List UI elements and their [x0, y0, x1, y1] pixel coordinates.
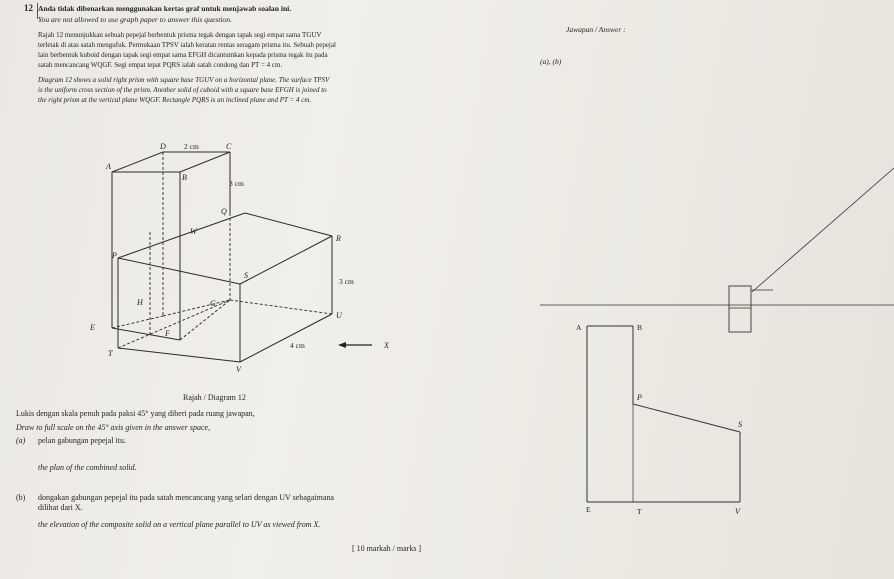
- label-c: C: [226, 142, 232, 151]
- label-p: P: [112, 251, 117, 260]
- marks-label: [ 10 markah / marks ]: [352, 544, 422, 553]
- part-a-malay: pelan gabungan pepejal itu.: [38, 436, 126, 445]
- hidden-edge-g-u: [230, 300, 332, 314]
- answer-parts: (a), (b): [540, 57, 562, 66]
- prism-edge-s-r: [240, 236, 332, 284]
- answer-45-degree-axis: [752, 168, 894, 292]
- hidden-edge-f-g: [180, 300, 230, 340]
- label-e: E: [90, 323, 95, 332]
- part-b-malay-1: dongakan gabungan pepejal itu pada satah mencancang yang selari dengan UV sebagaimana: [38, 493, 334, 502]
- answer-plan-box: [729, 286, 751, 332]
- malay-line-1: Rajah 12 menunjukkan sebuah pepejal berbentuk prisma tegak dengan tapak segi empat sama TGUV: [38, 31, 322, 39]
- english-line-2: is the uniform cross section of the prism. Another solid of cuboid with a square base EFGH is joined to: [38, 86, 327, 94]
- answer-line-p-s: [633, 404, 740, 432]
- prism-edge-p-s: [118, 258, 240, 284]
- view-arrow-head: [338, 342, 346, 348]
- dim-top: 2 cm: [184, 142, 199, 151]
- answer-label-b: B: [637, 323, 643, 332]
- label-g: G: [210, 299, 216, 308]
- intro-malay: Anda tidak dibenarkan menggunakan kertas graf untuk menjawab soalan ini.: [38, 4, 292, 13]
- prism-edge-q-r: [245, 213, 332, 236]
- part-a-english: the plan of the combined solid.: [38, 463, 137, 472]
- instruction-english: Draw to full scale on the 45° axis given in the answer space,: [16, 423, 211, 432]
- diagram-caption: Rajah / Diagram 12: [183, 393, 246, 402]
- label-v: V: [236, 365, 241, 374]
- label-a: A: [106, 162, 111, 171]
- malay-line-2: terletak di atas satah mengufuk. Permukaan TPSV ialah keratan rentas seragam prisma itu. Sebuah pepejal: [38, 41, 336, 49]
- label-s: S: [244, 271, 248, 280]
- malay-line-3: lain berbentuk kuboid dengan tapak segi empat sama EFGH dicantumkan kepada prisma tegak itu pada: [38, 51, 328, 59]
- part-a-label: (a): [16, 436, 26, 445]
- label-w: W: [190, 227, 197, 236]
- part-b-english: the elevation of the composite solid on a vertical plane parallel to UV as viewed from X.: [38, 520, 321, 529]
- cuboid-top-face: [112, 152, 230, 172]
- malay-line-4: satah mencancang WQGF. Segi empat tepat PQRS ialah satah condong dan PT = 4 cm.: [38, 61, 283, 69]
- instruction-malay: Lukis dengan skala penuh pada paksi 45° yang diberi pada ruang jawapan,: [16, 409, 255, 418]
- answer-label-a: A: [576, 323, 582, 332]
- label-b: B: [182, 173, 187, 182]
- answer-label-p: P: [637, 393, 642, 402]
- hidden-edge-e-h: [112, 316, 163, 328]
- label-t: T: [108, 349, 113, 358]
- label-u: U: [336, 311, 342, 320]
- label-h: H: [137, 298, 143, 307]
- answer-label-s: S: [738, 420, 742, 429]
- label-f: F: [165, 329, 170, 338]
- prism-edge-v-u: [240, 314, 332, 362]
- intro-english: You are not allowed to use graph paper to answer this question.: [38, 15, 232, 24]
- answer-label-t: T: [637, 507, 642, 516]
- label-d: D: [160, 142, 166, 151]
- prism-edge-p-q: [118, 213, 245, 258]
- english-line-3: the right prism at the vertical plane WQGF. Rectangle PQRS is an inclined plane and PT = 4 cm.: [38, 96, 312, 104]
- dim-base: 4 cm: [290, 341, 305, 350]
- answer-label-e: E: [586, 505, 591, 514]
- answer-label-v: V: [735, 507, 740, 516]
- part-b-malay-2: dilihat dari X.: [38, 503, 83, 512]
- dim-side: 3 cm: [339, 277, 354, 286]
- answer-heading: Jawapan / Answer :: [566, 25, 626, 34]
- label-q: Q: [221, 207, 227, 216]
- question-number: 12: [24, 3, 38, 19]
- label-x: X: [384, 341, 389, 350]
- dim-height: 3 cm: [229, 179, 244, 188]
- part-b-label: (b): [16, 493, 26, 502]
- label-r: R: [336, 234, 341, 243]
- prism-edge-t-v: [118, 348, 240, 362]
- english-line-1: Diagram 12 shows a solid right prism with square base TGUV on a horizontal plane. The surface TPSV: [38, 76, 330, 84]
